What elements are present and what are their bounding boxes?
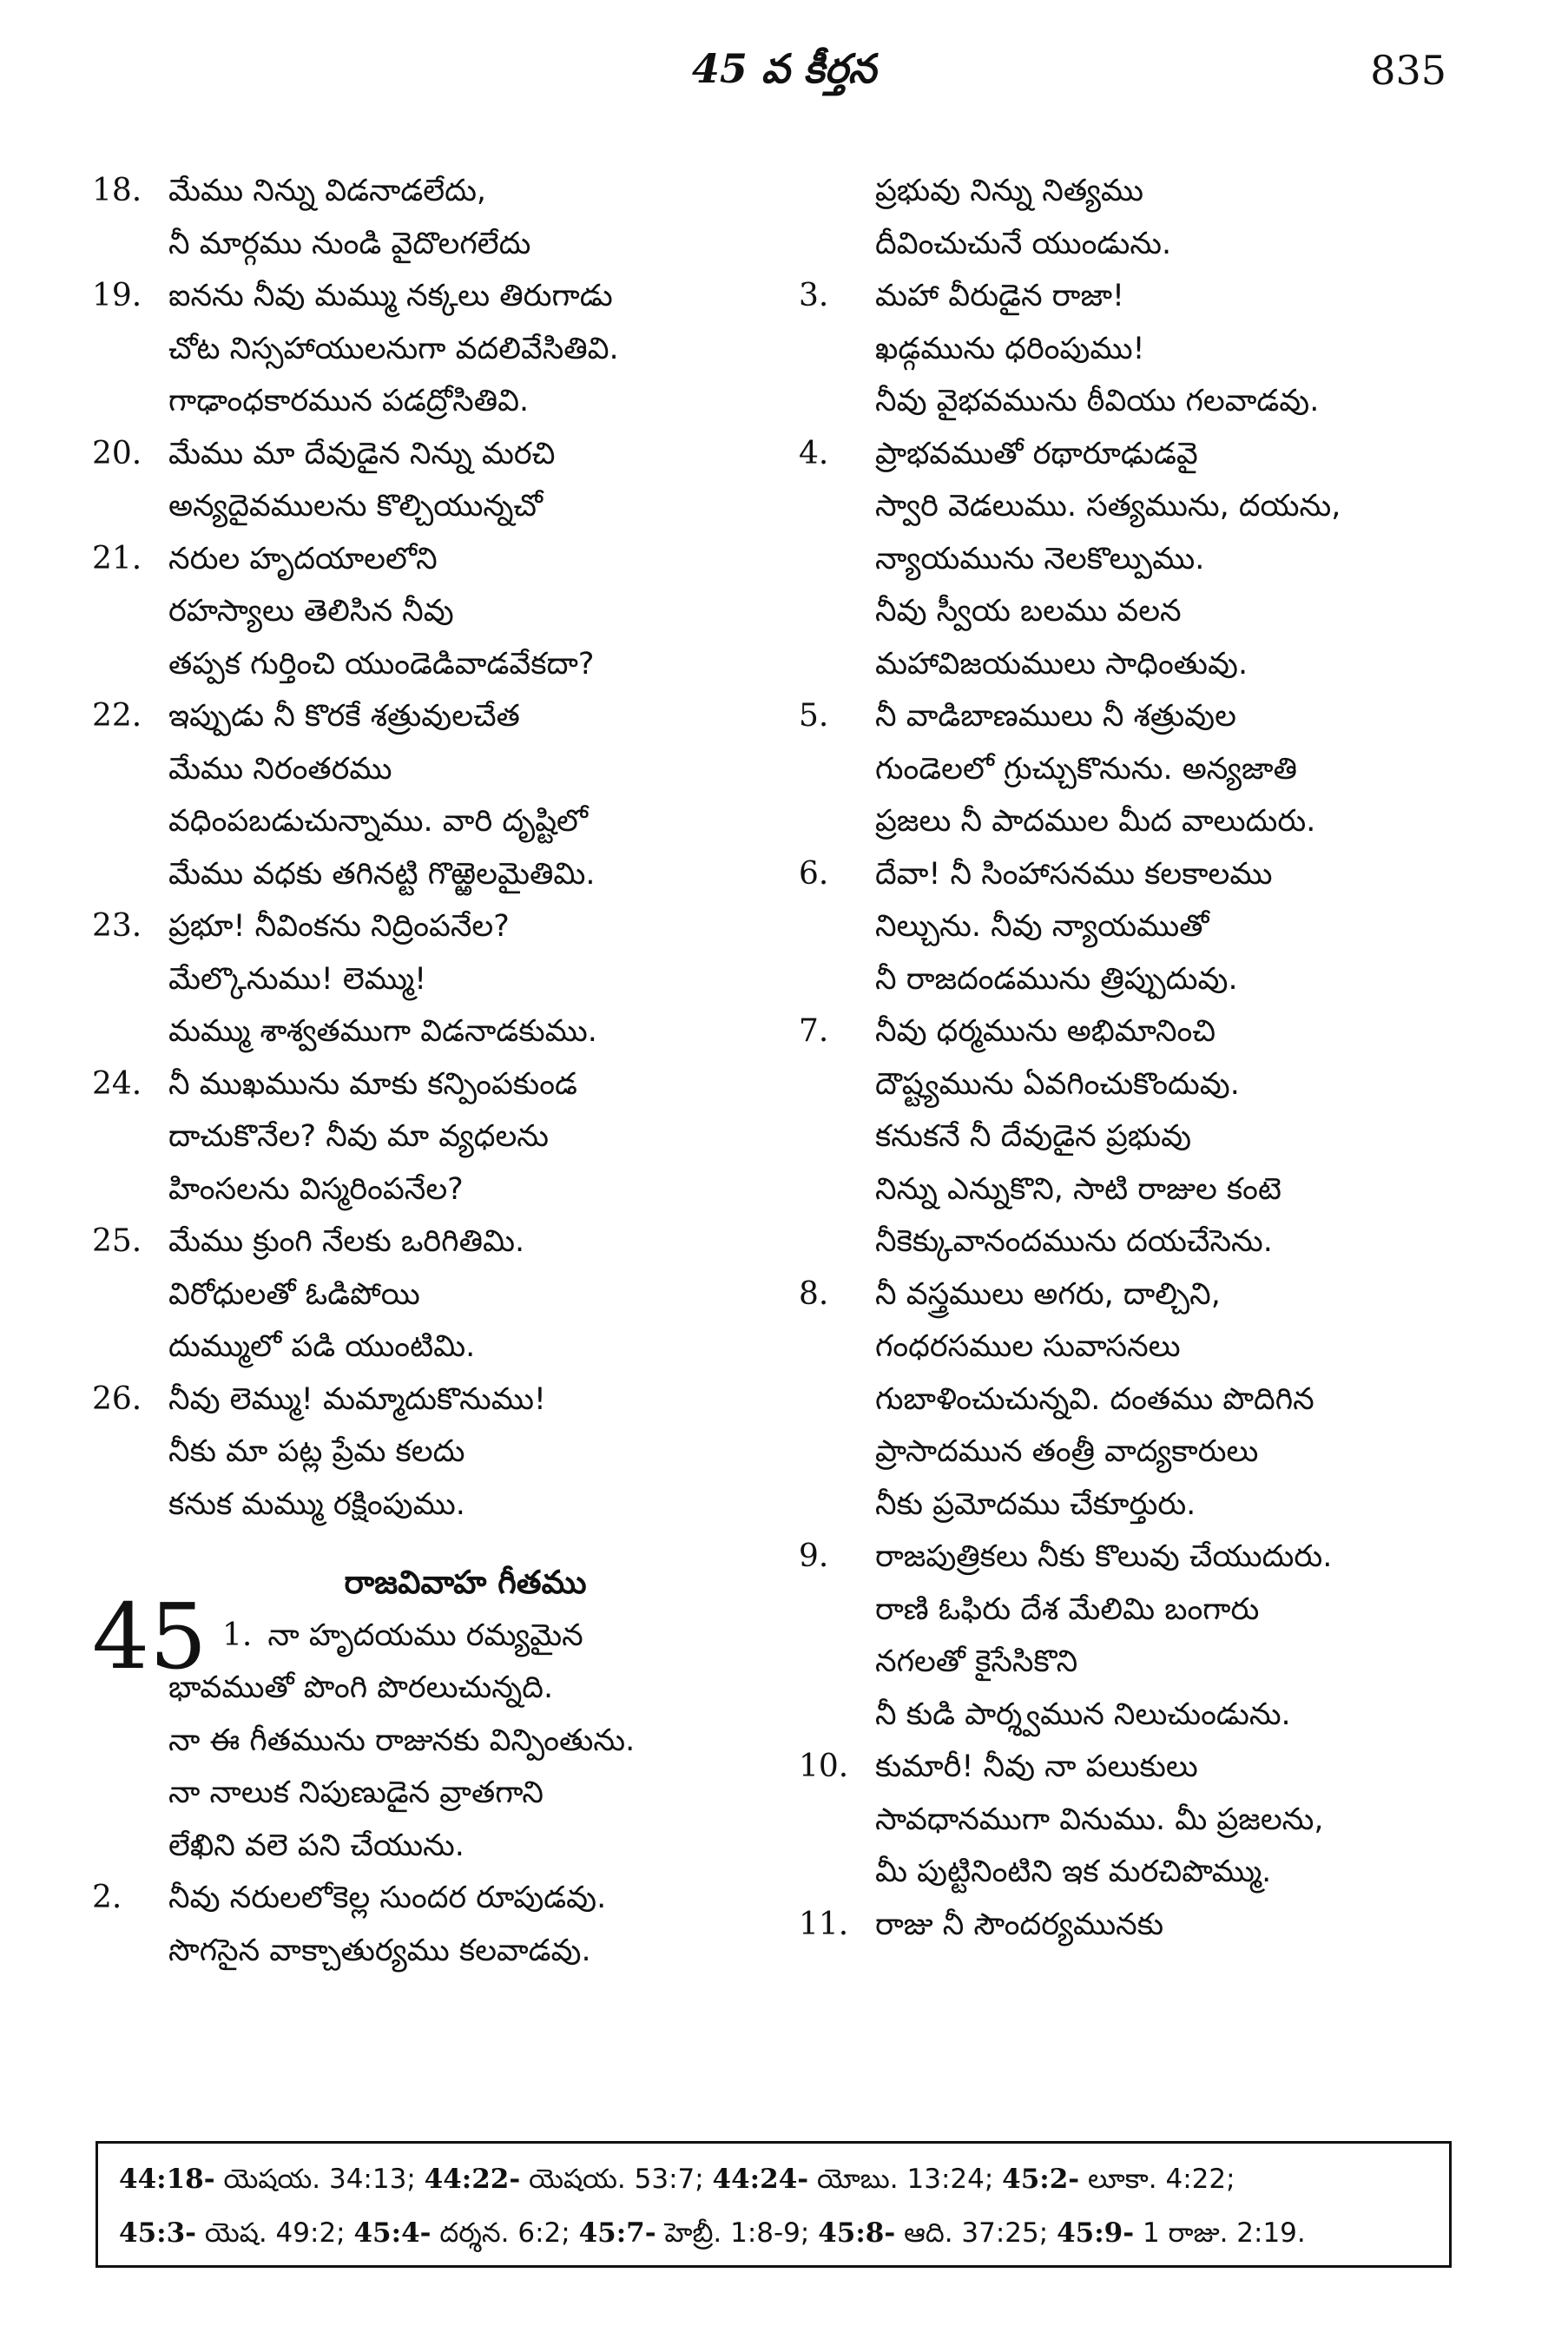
- verse-line: ఐనను నీవు మమ్ము నక్కలు తిరుగాడు: [168, 279, 613, 313]
- verse-number: 5.: [799, 698, 829, 734]
- verse-line: ప్రభూ! నీవింకను నిద్రింపనేల?: [168, 909, 510, 944]
- footnote-ref: 44:18-: [119, 2164, 215, 2195]
- verse: [799, 1899, 1476, 1952]
- footnote-text: లూకా. 4:22;: [1079, 2164, 1235, 2195]
- verse-number: 25.: [92, 1223, 142, 1259]
- verse-number: 7.: [799, 1013, 829, 1049]
- footnotes-box: [96, 2141, 1452, 2268]
- verse: [799, 1005, 1476, 1268]
- verse-line: కనుకనే నీ దేవుడైన ప్రభువు: [875, 1119, 1192, 1154]
- footnote-ref: 45:8-: [818, 2217, 896, 2249]
- verse-line: గుండెలలో గ్రుచ్చుకొనును. అన్యజాతి: [875, 751, 1297, 787]
- footnote-text: యెషయ. 34:13;: [214, 2164, 425, 2195]
- verse: [92, 1216, 769, 1374]
- psalm-45-start: [92, 1583, 769, 1978]
- footnote-text: దర్శన. 6:2;: [431, 2217, 579, 2249]
- footnote-ref: 45:2-: [1002, 2164, 1080, 2195]
- verse-line: నగలతో కైసేసికొని: [875, 1644, 1078, 1679]
- verse-line: నీ మార్గము నుండి వైదొలగలేదు: [168, 226, 531, 261]
- footnote-text: 1 రాజు. 2:19.: [1134, 2217, 1306, 2249]
- verse-line: ఇప్పుడు నీ కొరకే శత్రువులచేత: [168, 699, 520, 734]
- verse-line: నరుల హృదయాలలోని: [168, 541, 438, 576]
- verse-line: నీకు ప్రమోదము చేకూర్తురు.: [875, 1486, 1196, 1522]
- verse-number: 24.: [92, 1065, 142, 1102]
- verse-number: 6.: [799, 855, 829, 892]
- verse: [92, 1872, 769, 1977]
- verse-number: 19.: [92, 278, 142, 313]
- footnote-ref: 45:4-: [353, 2217, 432, 2249]
- verse-line: ప్రాభవముతో రథారూఢుడవై: [875, 436, 1198, 471]
- verse-line: మీ పుట్టినింటిని ఇక మరచిపొమ్ము.: [875, 1855, 1272, 1889]
- verse-line: నీవు నరులలోకెల్ల సుందర రూపుడవు.: [168, 1881, 607, 1915]
- verse: [92, 1374, 769, 1532]
- verse-line: తప్పక గుర్తించి యుండెడివాడవేకదా?: [168, 646, 595, 682]
- verse: [799, 270, 1476, 428]
- verse-line: గుబాళించుచున్నవి. దంతము పొదిగిన: [875, 1381, 1314, 1417]
- verse-line: దాచుకొనేల? నీవు మా వ్యధలను: [168, 1119, 549, 1154]
- verse-line: నీ వస్త్రములు అగరు, దాల్చిని,: [875, 1276, 1221, 1312]
- verse: [92, 900, 769, 1058]
- verse-line: దీవించుచునే యుండును.: [875, 226, 1172, 261]
- verse-line: నీవు లెమ్ము! మమ్మాదుకొనుము!: [168, 1381, 546, 1417]
- verse-line: నీ రాజదండమును త్రిప్పుదువు.: [875, 961, 1238, 997]
- footnote-text: హెబ్రీ. 1:8-9;: [656, 2217, 819, 2249]
- verse-line: మహా వీరుడైన రాజా!: [875, 279, 1125, 313]
- verse-line: కుమారీ! నీవు నా పలుకులు: [875, 1749, 1198, 1784]
- verse-line: నీవు స్వీయ బలము వలన: [875, 594, 1182, 629]
- verse-number: 11.: [799, 1906, 849, 1942]
- verse-line: స్వారి వెడలుము. సత్యమును, దయను,: [875, 489, 1341, 524]
- verse: [799, 1531, 1476, 1741]
- verse-line: నీ వాడిబాణములు నీ శత్రువుల: [875, 699, 1236, 734]
- footnote-line: [119, 2152, 1428, 2206]
- verse-line: విరోధులతో ఓడిపోయి: [168, 1276, 420, 1312]
- footnote-ref: 45:9-: [1057, 2217, 1135, 2249]
- verse-line: న్యాయమును నెలకొల్పుము.: [875, 541, 1205, 576]
- verse-line: మహావిజయములు సాధింతువు.: [875, 646, 1248, 682]
- verse: [799, 1268, 1476, 1532]
- verse: [799, 690, 1476, 848]
- left-verses: [92, 165, 769, 1531]
- verse-line: [168, 1610, 769, 1663]
- verse-line: రాజపుత్రికలు నీకు కొలువు చేయుదురు.: [875, 1539, 1333, 1574]
- verse-number: 2.: [92, 1880, 122, 1915]
- verse-number: 21.: [92, 540, 142, 576]
- verse-line: నా నాలుక నిపుణుడైన వ్రాతగాని: [168, 1776, 544, 1810]
- verse-line: మేము క్రుంగి నేలకు ఒరిగితిమి.: [168, 1224, 525, 1259]
- verse-line: ప్రాసాదమున తంత్రీ వాద్యకారులు: [875, 1434, 1259, 1469]
- right-verses: [799, 165, 1476, 1951]
- verse-line: దేవా! నీ సింహాసనము కలకాలము: [875, 856, 1273, 892]
- verse-line: కనుక మమ్ము రక్షింపుము.: [168, 1486, 465, 1522]
- page-number: 835: [1370, 47, 1446, 94]
- verse: [799, 1741, 1476, 1899]
- footnote-text: యెషయ. 53:7;: [520, 2164, 713, 2195]
- verse: [92, 270, 769, 428]
- verse-line: మేము నిరంతరము: [168, 751, 392, 787]
- verse-line: రహస్యాలు తెలిసిన నీవు: [168, 594, 454, 629]
- verse-number: 4.: [799, 435, 829, 471]
- verse: [92, 428, 769, 533]
- verse: [92, 690, 769, 900]
- verse-line: నీ కుడి పార్శ్వమున నిలుచుండును.: [875, 1696, 1291, 1732]
- page-header: [0, 45, 1568, 115]
- verse-line: నీవు ధర్మమును అభిమానించి: [875, 1014, 1216, 1049]
- verse-line: మేము వధకు తగినట్టి గొఱ్ఱెలమైతిమి.: [168, 856, 596, 892]
- verse-line: నీ ముఖమును మాకు కన్పింపకుండ: [168, 1066, 577, 1102]
- verse-line: నిల్చును. నీవు న్యాయముతో: [875, 909, 1209, 944]
- verse-number: 8.: [799, 1275, 829, 1312]
- verse-line: నీకు మా పట్ల ప్రేమ కలదు: [168, 1434, 465, 1469]
- right-column: [799, 165, 1476, 1951]
- section-heading: రాజవివాహ గీతము: [344, 1564, 587, 1601]
- verse-line: సొగసైన వాక్చాతుర్యము కలవాడవు.: [168, 1933, 591, 1968]
- verse-line: మేము నిన్ను విడనాడలేదు,: [168, 174, 487, 208]
- verse-number: 26.: [92, 1380, 142, 1417]
- verse-line: హింసలను విస్మరింపనేల?: [168, 1171, 464, 1207]
- verse-line: మమ్ము శాశ్వతముగా విడనాడకుము.: [168, 1014, 597, 1049]
- verse-line: మేము మా దేవుడైన నిన్ను మరచి: [168, 436, 556, 471]
- verse-line: చోట నిస్సహాయులనుగా వదలివేసితివి.: [168, 331, 619, 366]
- verse-line: ఖడ్గమును ధరింపుము!: [875, 331, 1145, 366]
- verse: [92, 1058, 769, 1216]
- verse: [92, 165, 769, 270]
- verse: [92, 533, 769, 691]
- verse-line: రాజు నీ సౌందర్యమునకు: [875, 1907, 1164, 1942]
- verse-line: దుమ్ములో పడి యుంటిమి.: [168, 1329, 476, 1364]
- verse-line: సావధానముగా వినుము. మీ ప్రజలను,: [875, 1802, 1324, 1837]
- verse: [799, 165, 1476, 270]
- footnote-line: [119, 2206, 1428, 2260]
- verse-line: వధింపబడుచున్నాము. వారి దృష్టిలో: [168, 804, 589, 839]
- verse-line: లేఖిని వలె పని చేయును.: [168, 1828, 464, 1863]
- verse-number: 9.: [799, 1538, 829, 1574]
- footnote-text: యోబు. 13:24;: [808, 2164, 1003, 2195]
- footnote-ref: 44:22-: [424, 2164, 521, 2195]
- verse-line: గంధరసముల సువాసనలు: [875, 1329, 1181, 1364]
- psalm-number: 45: [92, 1583, 208, 1690]
- verse-number: 23.: [92, 908, 142, 944]
- verse-number: 3.: [799, 278, 829, 313]
- verse-line: నీవు వైభవమును ఠీవియు గలవాడవు.: [875, 384, 1320, 418]
- verse-line: భావముతో పొంగి పొరలుచున్నది.: [168, 1670, 554, 1705]
- page-title: 45 వ కీర్తన: [691, 45, 877, 92]
- verse: [799, 848, 1476, 1006]
- verse-line: నా ఈ గీతమును రాజునకు విన్పింతును.: [168, 1723, 636, 1758]
- verse-line: ప్రజలు నీ పాదముల మీద వాలుదురు.: [875, 804, 1316, 839]
- verse-line: గాఢాంధకారమున పడద్రోసితివి.: [168, 384, 530, 418]
- verse-line: రాణి ఓఫిరు దేశ మేలిమి బంగారు: [875, 1591, 1260, 1627]
- verse-line: మేల్కొనుము! లెమ్ము!: [168, 961, 427, 997]
- verse-number: 1.: [222, 1617, 253, 1653]
- verse: [799, 428, 1476, 691]
- verse-number: 18.: [92, 173, 142, 208]
- footnote-ref: 45:3-: [119, 2217, 197, 2249]
- verse-number: 22.: [92, 698, 142, 734]
- footnote-ref: 44:24-: [712, 2164, 809, 2195]
- verse-line: అన్యదైవములను కొల్చియున్నచో: [168, 489, 543, 524]
- footnote-text: ఆది. 37:25;: [895, 2217, 1057, 2249]
- footnote-text: యెష. 49:2;: [196, 2217, 354, 2249]
- verse-text: నా హృదయము రమ్యమైన: [267, 1617, 583, 1653]
- verse-line: ప్రభువు నిన్ను నిత్యము: [875, 174, 1144, 208]
- verse-number: 20.: [92, 435, 142, 471]
- verse-line: నిన్ను ఎన్నుకొని, సాటి రాజుల కంటె: [875, 1171, 1281, 1207]
- verse-line: నీకెక్కువానందమును దయచేసెను.: [875, 1224, 1273, 1259]
- footnote-ref: 45:7-: [578, 2217, 656, 2249]
- left-column: [92, 165, 769, 1977]
- verse-line: దౌష్ట్యమును ఏవగించుకొందువు.: [875, 1066, 1240, 1102]
- verse-number: 10.: [799, 1749, 849, 1784]
